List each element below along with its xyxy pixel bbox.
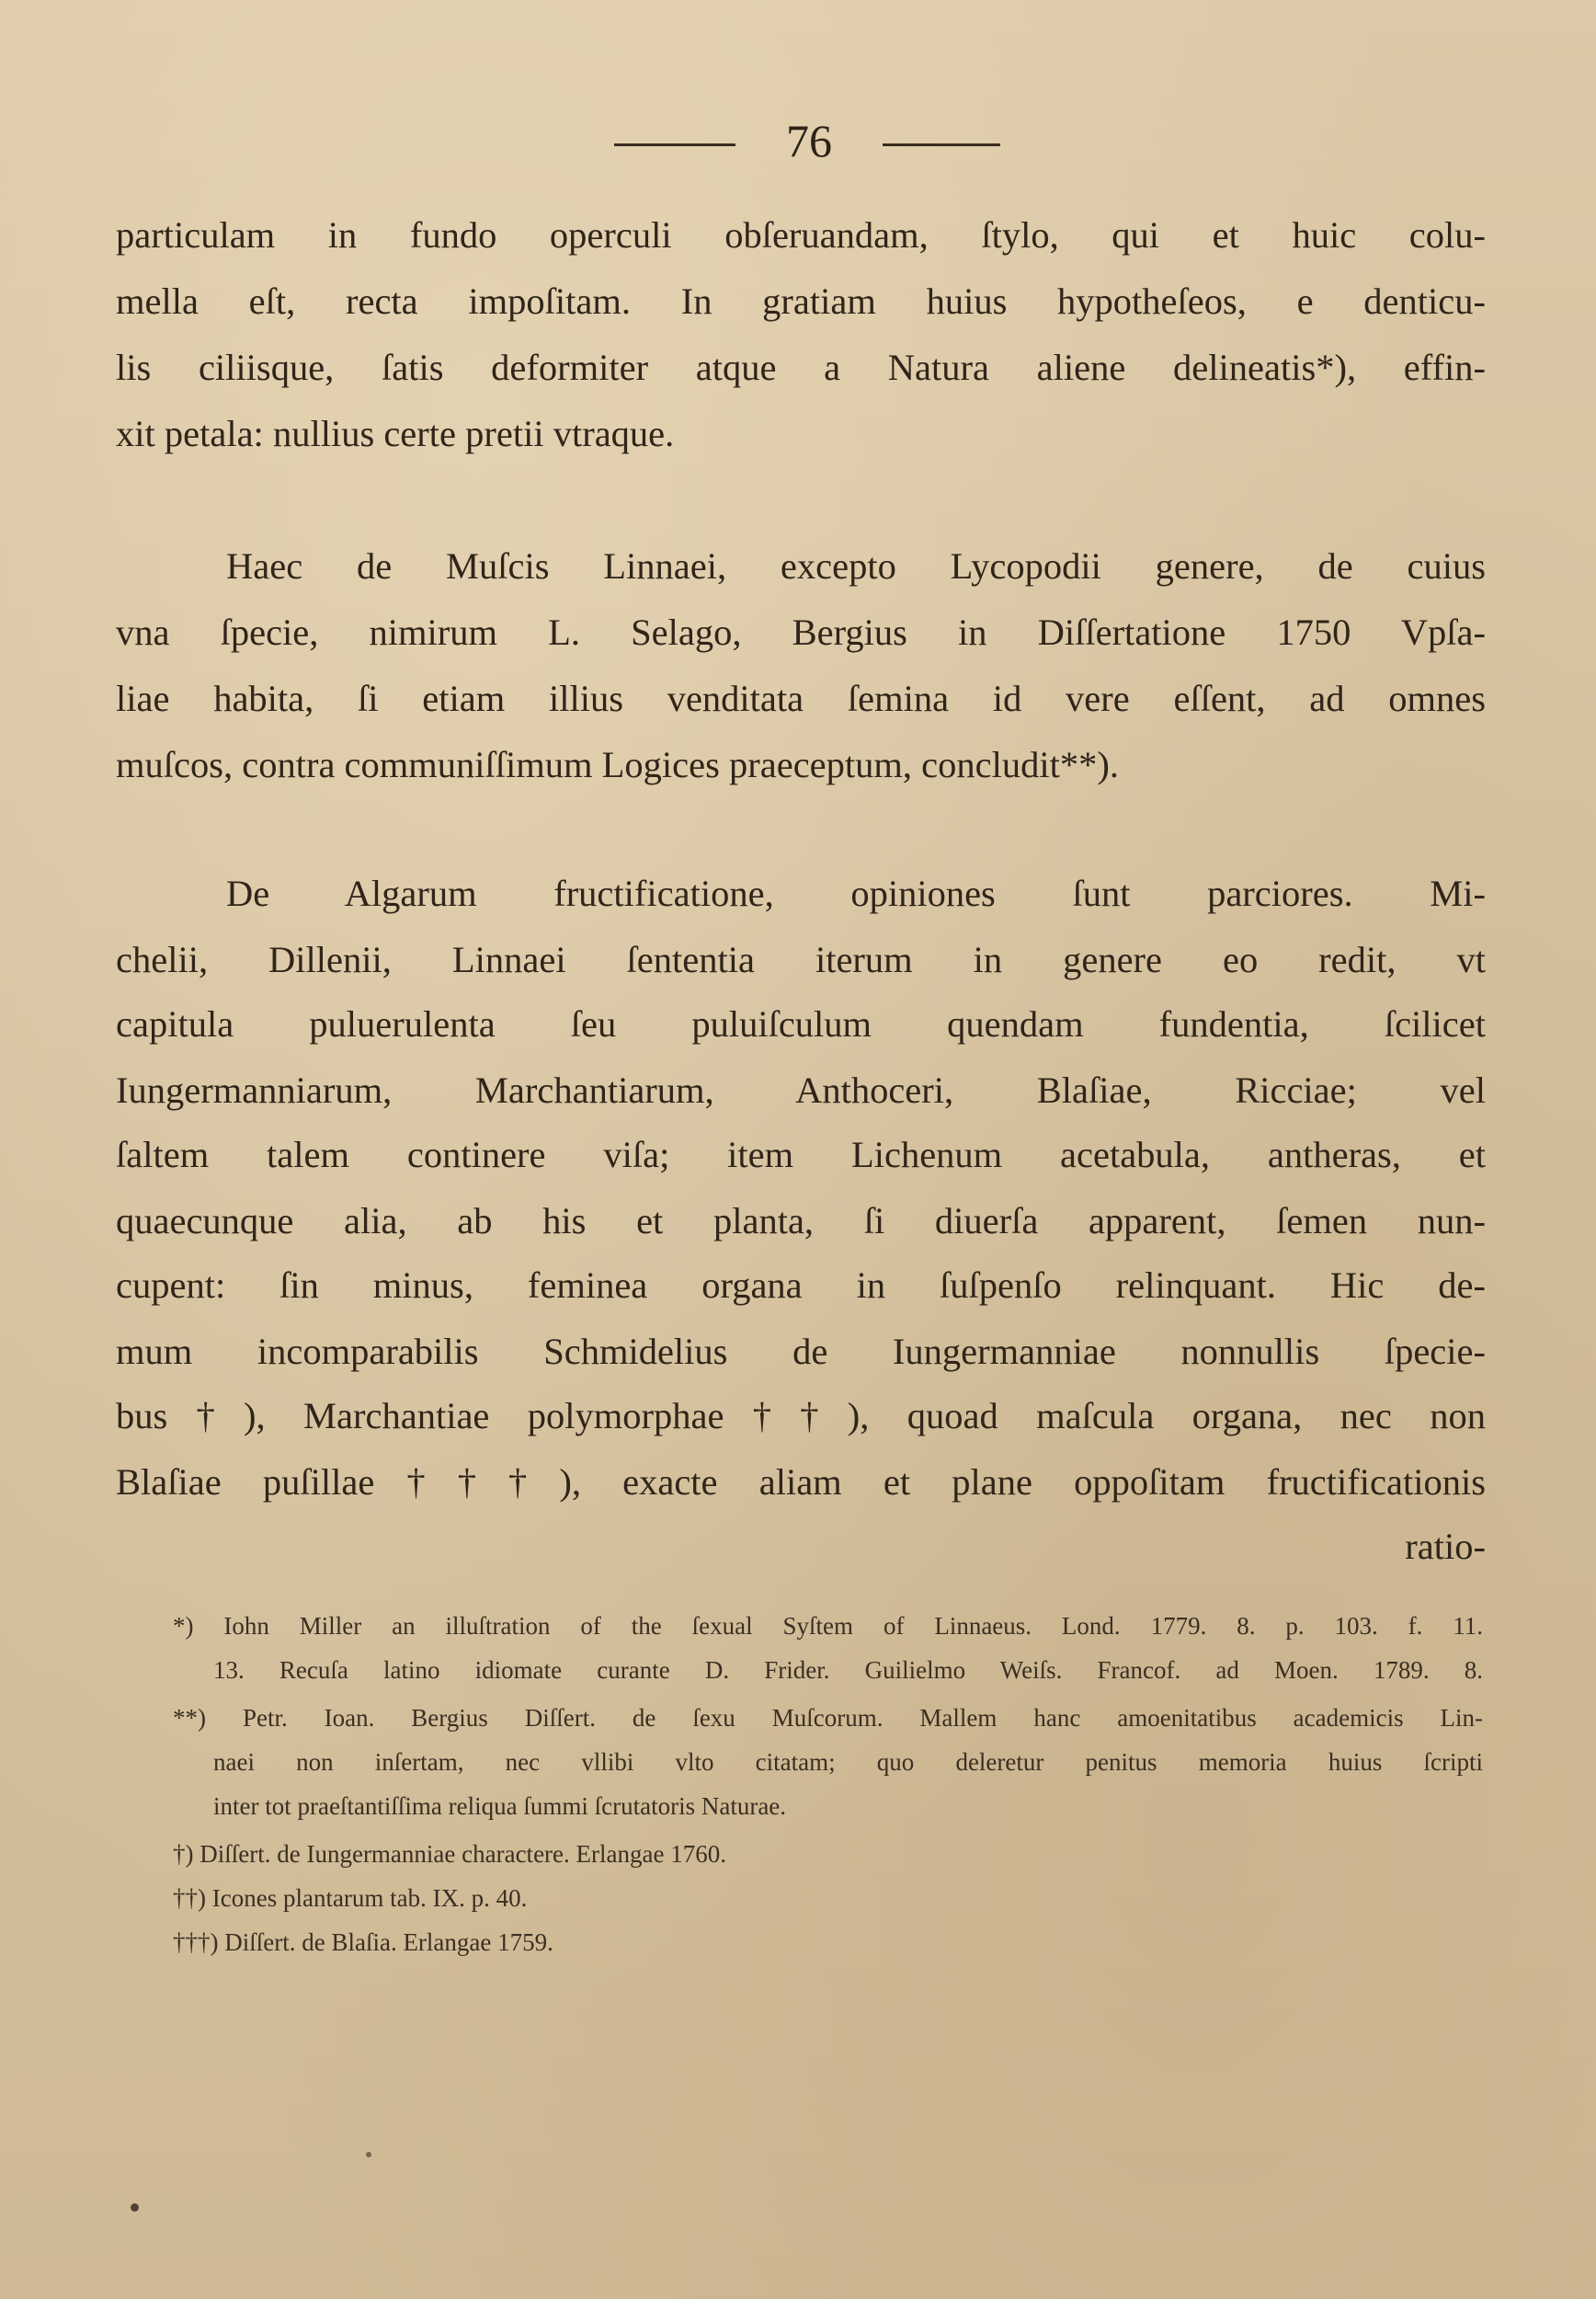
text-line: quaecunque alia, ab his et planta, ſi diuerſa apparent, ſemen nun-: [116, 1200, 1486, 1241]
footnote-line: 13. Recuſa latino idiomate curante D. Frider. Guilielmo Weiſs. Francof. ad Moen. 1789. 8.: [213, 1656, 1483, 1684]
text-line: mella eſt, recta impoſitam. In gratiam huius hypotheſeos, e denticu-: [116, 280, 1486, 322]
text-line: vna ſpecie, nimirum L. Selago, Bergius in Diſſertatione 1750 Vpſa-: [116, 612, 1486, 653]
footnote-marker: **): [173, 1704, 206, 1732]
text-line: Blaſiae puſillae†††), exacte aliam et plane oppoſitam fructificationis: [116, 1461, 1486, 1503]
footnote-text: Diſſert. de Blaſia. Erlangae 1759.: [224, 1928, 553, 1956]
text-line: mum incomparabilis Schmidelius de Iungermanniae nonnullis ſpecie-: [116, 1331, 1486, 1372]
footnote-text: Icones plantarum tab. IX. p. 40.: [211, 1884, 528, 1912]
footnote-line: [173, 1920, 553, 1964]
page-number: 76: [786, 115, 832, 166]
paper-speck: [131, 2203, 139, 2212]
text-line: De Algarum fructificatione, opiniones ſunt parciores. Mi-: [226, 873, 1486, 914]
footnote-marker: †††): [173, 1928, 219, 1956]
header-rule-left: [614, 143, 735, 146]
text-line: Iungermanniarum, Marchantiarum, Anthoceri, Blaſiae, Ricciae; vel: [116, 1069, 1486, 1111]
header-rule-right: [883, 143, 1000, 146]
footnote-marker: *): [173, 1612, 194, 1640]
text-line: liae habita, ſi etiam illius venditata ſemina id vere eſſent, ad omnes: [116, 678, 1486, 719]
footnote-marker: ††): [173, 1884, 206, 1912]
text-line: bus†), Marchantiae polymorphae††), quoad maſcula organa, nec non: [116, 1395, 1486, 1436]
footnote-marker: †): [173, 1840, 194, 1868]
footnote-text: Iohn Miller an illuſtration of the ſexual Syſtem of Linnaeus. Lond. 1779. 8. p. 103. f. 11.: [223, 1612, 1484, 1640]
page-header: [0, 109, 1596, 173]
footnote-line: [173, 1832, 726, 1876]
text-line: cupent: ſin minus, feminea organa in ſuſpenſo relinquant. Hic de-: [116, 1264, 1486, 1306]
footnote-text: Diſſert. de Iungermanniae charactere. Erlangae 1760.: [200, 1840, 726, 1868]
text-line: lis ciliisque, ſatis deformiter atque a Natura aliene delineatis*), effin-: [116, 347, 1486, 388]
footnote-line: naei non inſertam, nec vllibi vlto citatam; quo deleretur penitus memoria huius ſcripti: [213, 1748, 1483, 1776]
footnote-line: inter tot praeſtantiſſima reliqua ſummi ſcrutatoris Naturae.: [213, 1792, 787, 1820]
paper-speck: [366, 2152, 371, 2157]
footnote-line: [173, 1604, 1483, 1648]
text-line: chelii, Dillenii, Linnaei ſententia iterum in genere eo redit, vt: [116, 939, 1486, 980]
catchword: ratio-: [1405, 1526, 1486, 1567]
text-line: muſcos, contra communiſſimum Logices praeceptum, concludit**).: [116, 744, 1119, 785]
footnote-line: [173, 1876, 527, 1920]
footnote-text: Petr. Ioan. Bergius Diſſert. de ſexu Muſcorum. Mallem hanc amoenitatibus academicis Lin-: [242, 1704, 1483, 1732]
text-line: capitula puluerulenta ſeu puluiſculum quendam fundentia, ſcilicet: [116, 1003, 1486, 1045]
text-line: Haec de Muſcis Linnaei, excepto Lycopodii genere, de cuius: [226, 545, 1486, 587]
text-line: ſaltem talem continere viſa; item Lichenum acetabula, antheras, et: [116, 1134, 1486, 1175]
text-line: particulam in fundo operculi obſeruandam, ſtylo, qui et huic colu-: [116, 214, 1486, 256]
text-line: xit petala: nullius certe pretii vtraque.: [116, 413, 675, 454]
footnote-line: [173, 1696, 1483, 1740]
